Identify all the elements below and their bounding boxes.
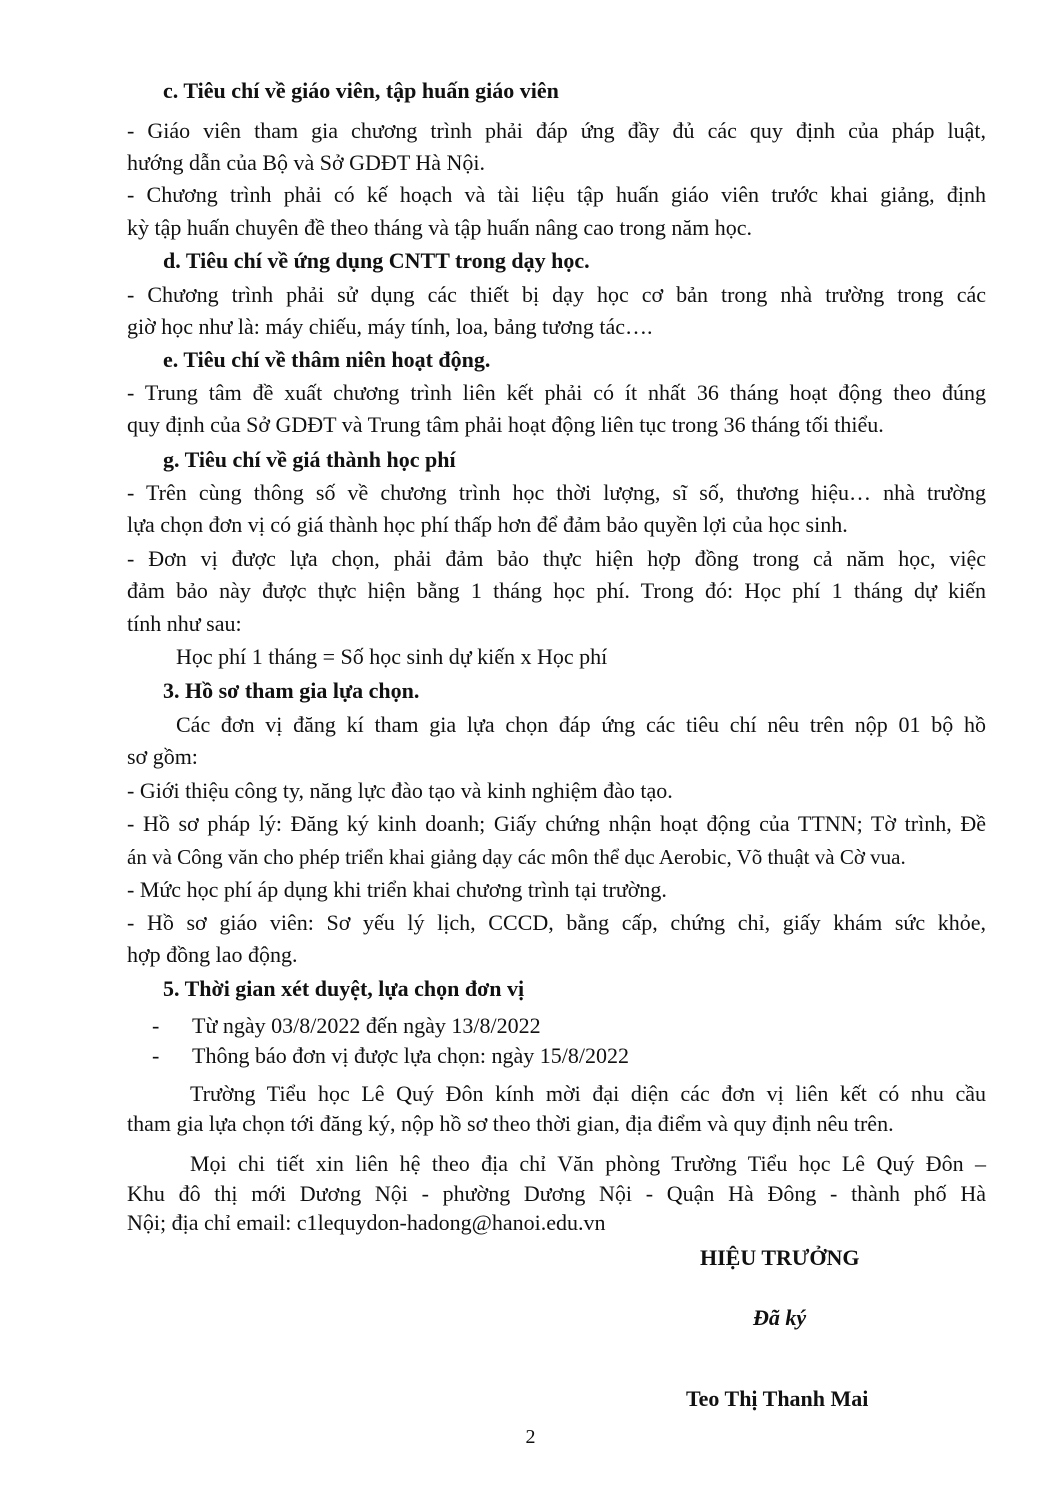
- signer-name: Teo Thị Thanh Mai: [686, 1386, 869, 1411]
- dossier-item: - Giới thiệu công ty, năng lực đào tạo và kinh nghiệm đào tạo.: [127, 778, 673, 803]
- paragraph-line: - Giáo viên tham gia chương trình phải đáp ứng đầy đủ các quy định của pháp luật,: [127, 118, 986, 143]
- heading-teacher-criteria: c. Tiêu chí về giáo viên, tập huấn giáo viên: [163, 78, 559, 103]
- paragraph-line: Nội; địa chỉ email: c1lequydon-hadong@hanoi.edu.vn: [127, 1210, 606, 1235]
- fee-formula: Học phí 1 tháng = Số học sinh dự kiến x Học phí: [176, 644, 608, 669]
- paragraph-line: - Đơn vị được lựa chọn, phải đảm bảo thực hiện hợp đồng trong cả năm học, việc: [127, 546, 986, 571]
- timeline-text: Thông báo đơn vị được lựa chọn: ngày 15/8/2022: [192, 1043, 629, 1068]
- timeline-item: [152, 1042, 629, 1070]
- heading-review-timeline: 5. Thời gian xét duyệt, lựa chọn đơn vị: [163, 976, 525, 1001]
- bullet-dash: -: [152, 1013, 160, 1038]
- paragraph-line: - Chương trình phải có kế hoạch và tài liệu tập huấn giáo viên trước khai giảng, định: [127, 182, 986, 207]
- timeline-text: Từ ngày 03/8/2022 đến ngày 13/8/2022: [192, 1013, 541, 1038]
- paragraph-line: lựa chọn đơn vị có giá thành học phí thấp hơn để đảm bảo quyền lợi của học sinh.: [127, 512, 848, 537]
- signer-title: HIỆU TRƯỞNG: [700, 1245, 860, 1270]
- dossier-item-continued: án và Công văn cho phép triển khai giảng dạy các môn thể dục Aerobic, Võ thuật và Cờ vua.: [127, 845, 906, 869]
- paragraph-line: tham gia lựa chọn tới đăng ký, nộp hồ sơ theo thời gian, địa điểm và quy định nêu trên.: [127, 1111, 894, 1136]
- signed-mark: Đã ký: [753, 1305, 807, 1330]
- paragraph-line: - Chương trình phải sử dụng các thiết bị dạy học cơ bản trong nhà trường trong các: [127, 282, 986, 307]
- heading-fee-criteria: g. Tiêu chí về giá thành học phí: [163, 447, 456, 472]
- dossier-item: - Hồ sơ pháp lý: Đăng ký kinh doanh; Giấy chứng nhận hoạt động của TTNN; Tờ trình, Đề: [127, 811, 986, 836]
- heading-application-dossier: 3. Hồ sơ tham gia lựa chọn.: [163, 678, 420, 703]
- page-number: 2: [525, 1426, 536, 1448]
- dossier-item-continued: hợp đồng lao động.: [127, 942, 298, 967]
- paragraph-line: kỳ tập huấn chuyên đề theo tháng và tập huấn nâng cao trong năm học.: [127, 215, 752, 240]
- paragraph-line: Mọi chi tiết xin liên hệ theo địa chỉ Văn phòng Trường Tiểu học Lê Quý Đôn –: [190, 1151, 986, 1176]
- paragraph-line: đảm bảo này được thực hiện bằng 1 tháng học phí. Trong đó: Học phí 1 tháng dự kiến: [127, 578, 986, 603]
- heading-seniority-criteria: e. Tiêu chí về thâm niên hoạt động.: [163, 347, 491, 372]
- paragraph-line: tính như sau:: [127, 611, 242, 636]
- dossier-item: - Hồ sơ giáo viên: Sơ yếu lý lịch, CCCD, bằng cấp, chứng chỉ, giấy khám sức khỏe,: [127, 910, 986, 935]
- paragraph-line: hướng dẫn của Bộ và Sở GDĐT Hà Nội.: [127, 150, 486, 175]
- paragraph-line: sơ gồm:: [127, 744, 198, 769]
- timeline-item: [152, 1012, 541, 1040]
- paragraph-line: Khu đô thị mới Dương Nội - phường Dương Nội - Quận Hà Đông - thành phố Hà: [127, 1181, 986, 1206]
- paragraph-line: giờ học như là: máy chiếu, máy tính, loa, bảng tương tác….: [127, 314, 653, 339]
- paragraph-line: quy định của Sở GDĐT và Trung tâm phải hoạt động liên tục trong 36 tháng tối thiểu.: [127, 412, 884, 437]
- paragraph-line: - Trên cùng thông số về chương trình học thời lượng, sĩ số, thương hiệu… nhà trường: [127, 480, 986, 505]
- heading-it-criteria: d. Tiêu chí về ứng dụng CNTT trong dạy học.: [163, 248, 590, 273]
- bullet-dash: -: [152, 1043, 160, 1068]
- dossier-item: - Mức học phí áp dụng khi triển khai chương trình tại trường.: [127, 877, 667, 902]
- paragraph-line: Các đơn vị đăng kí tham gia lựa chọn đáp ứng các tiêu chí nêu trên nộp 01 bộ hồ: [176, 712, 986, 737]
- paragraph-line: - Trung tâm đề xuất chương trình liên kết phải có ít nhất 36 tháng hoạt động theo đúng: [127, 380, 986, 405]
- paragraph-line: Trường Tiểu học Lê Quý Đôn kính mời đại diện các đơn vị liên kết có nhu cầu: [190, 1081, 986, 1106]
